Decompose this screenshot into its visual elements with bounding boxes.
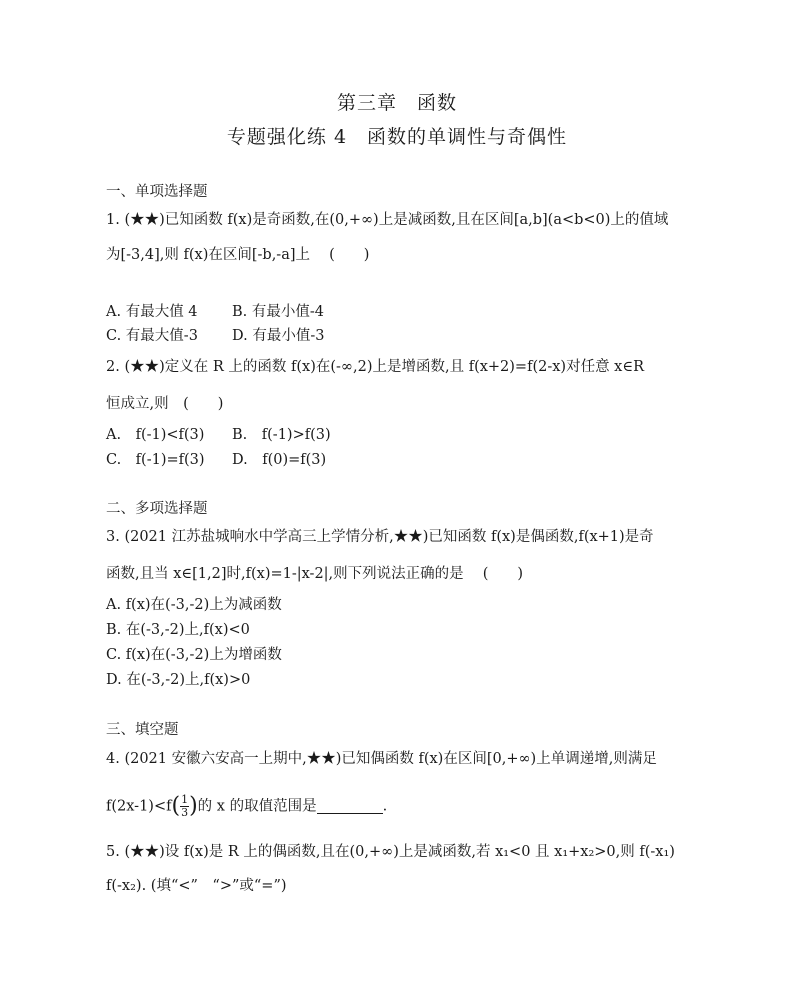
q1-option-c: C. 有最大值-3 bbox=[106, 328, 198, 344]
q3-line2: 函数,且当 x∈[1,2]时,f(x)=1-|x-2|,则下列说法正确的是 ( ) bbox=[106, 566, 524, 582]
q2-option-c: C. f(-1)=f(3) bbox=[106, 452, 205, 468]
q1-option-d: D. 有最小值-3 bbox=[232, 328, 325, 344]
q5-line2: f(-x₂). (填“<” “>”或“=”) bbox=[106, 878, 287, 894]
q1-option-b: B. 有最小值-4 bbox=[232, 304, 324, 320]
q3-option-a: A. f(x)在(-3,-2)上为减函数 bbox=[106, 597, 282, 613]
q3-option-d: D. 在(-3,-2)上,f(x)>0 bbox=[106, 672, 251, 688]
q4-line2-end: . bbox=[382, 798, 388, 815]
topic-title: 专题强化练 4 函数的单调性与奇偶性 bbox=[226, 126, 568, 148]
q4-line2-post: 的 x 的取值范围是 bbox=[197, 798, 317, 815]
q4-fraction bbox=[180, 794, 189, 819]
q1-line2: 为[-3,4],则 f(x)在区间[-b,-a]上 ( ) bbox=[106, 247, 370, 263]
q4-frac-den: 3 bbox=[181, 806, 189, 819]
section-fill-in: 三、填空题 bbox=[106, 722, 179, 738]
q4-answer-blank bbox=[317, 799, 383, 814]
q2-line2: 恒成立,则 ( ) bbox=[106, 396, 224, 412]
q5-line1: 5. (★★)设 f(x)是 R 上的偶函数,且在(0,+∞)上是减函数,若 x₁<0 且 x₁+x₂>0,则 f(-x₁) bbox=[106, 844, 675, 860]
q2-line1: 2. (★★)定义在 R 上的函数 f(x)在(-∞,2)上是增函数,且 f(x+2)=f(2-x)对任意 x∈R bbox=[106, 359, 645, 375]
q4-paren-open: ( bbox=[171, 793, 181, 819]
q4-line2 bbox=[106, 794, 387, 819]
q2-option-b: B. f(-1)>f(3) bbox=[232, 427, 331, 443]
q1-line1: 1. (★★)已知函数 f(x)是奇函数,在(0,+∞)上是减函数,且在区间[a,b](a<b<0)上的值域 bbox=[106, 212, 669, 228]
q4-line1: 4. (2021 安徽六安高一上期中,★★)已知偶函数 f(x)在区间[0,+∞)上单调递增,则满足 bbox=[106, 751, 657, 767]
q4-line2-pre: f(2x-1)<f bbox=[106, 798, 172, 815]
section-single-choice: 一、单项选择题 bbox=[106, 184, 208, 200]
q1-option-a: A. 有最大值 4 bbox=[106, 304, 198, 320]
q2-option-a: A. f(-1)<f(3) bbox=[106, 427, 205, 443]
section-multiple-choice: 二、多项选择题 bbox=[106, 501, 208, 517]
q4-frac-num: 1 bbox=[181, 793, 189, 806]
chapter-title: 第三章 函数 bbox=[336, 92, 457, 114]
q3-line1: 3. (2021 江苏盐城响水中学高三上学情分析,★★)已知函数 f(x)是偶函数,f(x+1)是奇 bbox=[106, 529, 654, 545]
q4-paren-close: ) bbox=[189, 793, 198, 819]
q2-option-d: D. f(0)=f(3) bbox=[232, 452, 327, 468]
q3-option-b: B. 在(-3,-2)上,f(x)<0 bbox=[106, 622, 250, 638]
q3-option-c: C. f(x)在(-3,-2)上为增函数 bbox=[106, 647, 282, 663]
